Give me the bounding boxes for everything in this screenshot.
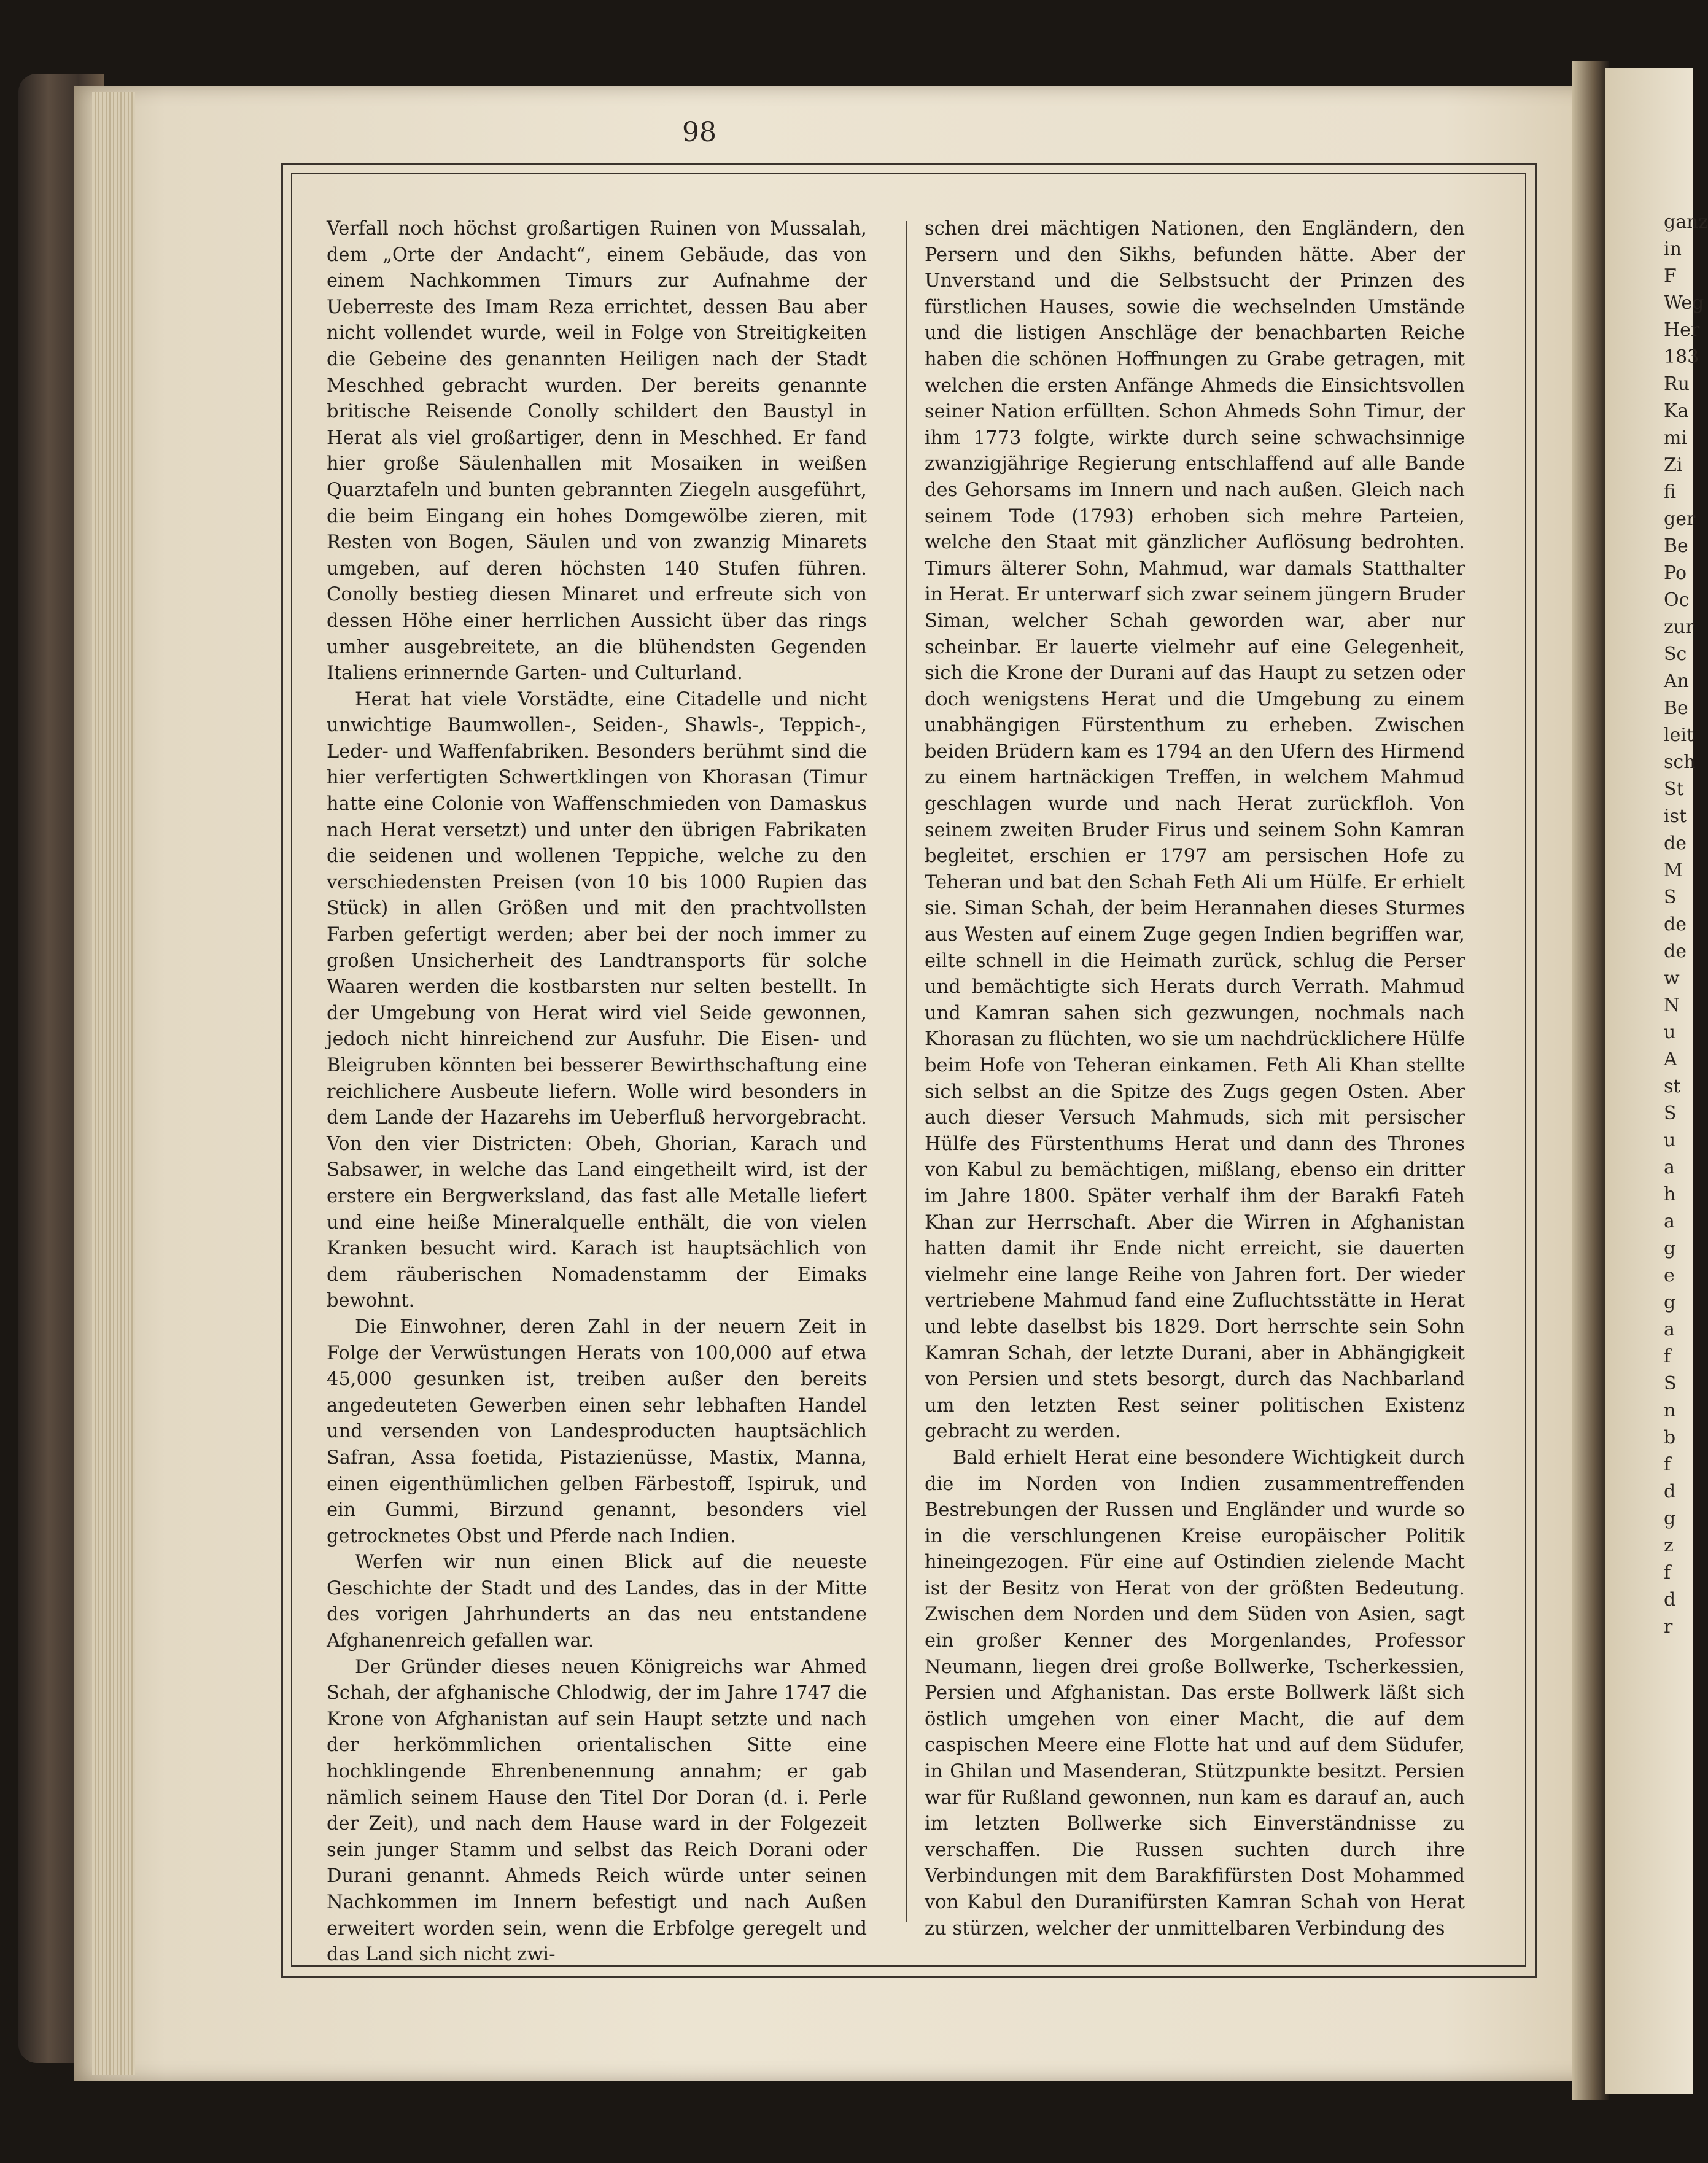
left-text-column <box>327 216 867 1966</box>
margin-fragment: f <box>1664 1346 1671 1367</box>
margin-fragment: w <box>1664 968 1680 989</box>
margin-fragment: Ru <box>1664 373 1690 395</box>
margin-fragment: ger <box>1664 508 1696 530</box>
margin-fragment: d <box>1664 1481 1676 1502</box>
margin-fragment: ist <box>1664 806 1687 827</box>
paragraph: Herat hat viele Vorstädte, eine Citadelle und nicht unwichtige Baumwollen-, Seiden-, Shawls-, Teppich-, Leder- und Waffenfabriken. Besonders berühmt sind die hier verfertigten Schwertklingen von Khorasan (Timur hatte eine Colonie von Waffenschmieden von Damaskus nach Herat versetzt) und unter den übrigen Fabrikaten die seidenen und wollenen Teppiche, welche zu den verschiedensten Preisen (von 10 bis 1000 Rupien das Stück) in allen Größen und mit den prachtvollsten Farben gefertigt werden; aber bei der noch immer zu großen Unsicherheit des Landtransports für solche Waaren werden die kostbarsten nur selten bestellt. In der Umgebung von Herat wird viel Seide gewonnen, jedoch nicht hinreichend zur Ausfuhr. Die Eisen- und Bleigruben könnten bei besserer Bewirthschaftung eine reichlichere Ausbeute liefern. Wolle wird besonders in dem Lande der Hazarehs im Ueberfluß hervorgebracht. Von den vier Districten: Obeh, Ghorian, Karach und Sabsawer, in welche das Land eingetheilt wird, ist der erstere ein Bergwerksland, das fast alle Metalle liefert und eine heiße Mineralquelle enthält, die von vielen Kranken besucht wird. Karach ist hauptsächlich von dem räuberischen Nomadenstamm der Eimaks bewohnt. <box>327 688 867 1312</box>
book-gutter <box>1572 61 1609 2100</box>
margin-fragment: de <box>1664 941 1687 962</box>
margin-fragment: Be <box>1664 535 1688 557</box>
margin-fragment: Weg <box>1664 292 1704 314</box>
margin-fragment: Her <box>1664 319 1700 341</box>
margin-fragment: e <box>1664 1265 1675 1286</box>
paragraph: schen drei mächtigen Nationen, den Engländern, den Persern und den Sikhs, befunden hätte. Aber der Unverstand und die Selbstsucht der Prinzen des fürstlichen Hauses, sowie die wechselnden Umstände und die listigen Anschläge der benachbarten Reiche haben die schönen Hoffnungen zu Grabe getragen, mit welchen die ersten Anfänge Ahmeds die Einsichtsvollen seiner Nation erfüllten. Schon Ahmeds Sohn Timur, der ihm 1773 folgte, wirkte durch seine schwachsinnige zwanzigjährige Regierung entschlaffend auf alle Bande des Gehorsams im Innern und nach außen. Gleich nach seinem Tode (1793) erhoben sich mehre Parteien, welche den Staat mit gänzlicher Auflösung bedrohten. Timurs älterer Sohn, Mahmud, war damals Statthalter in Herat. Er unterwarf sich zwar seinem jüngern Bruder Siman, welcher Schah geworden war, aber nur scheinbar. Er lauerte vielmehr auf eine Gelegenheit, sich die Krone der Durani auf das Haupt zu setzen oder doch wenigstens Herat und die Umgebung zu einem unabhängigen Fürstenthum zu erheben. Zwischen beiden Brüdern kam es 1794 an den Ufern des Hirmend zu einem hartnäckigen Treffen, in welchem Mahmud geschlagen wurde und nach Herat zurückfloh. Von seinem zweiten Bruder Firus und seinem Sohn Kamran begleitet, erschien er 1797 am persischen Hofe zu Teheran und bat den Schah Feth Ali um Hülfe. Er erhielt sie. Siman Schah, der beim Herannahen dieses Sturmes aus Westen auf einem Zuge gegen Indien begriffen war, eilte schnell in die Heimath zurück, schlug die Perser und bemächtigte sich Herats durch Verrath. Mahmud und Kamran sahen sich gezwungen, nochmals nach Khorasan zu flüchten, wo sie um nachdrücklichere Hülfe beim Hofe von Teheran einkamen. Feth Ali Khan stellte sich selbst an die Spitze des Zugs gegen Osten. Aber auch dieser Versuch Mahmuds, sich mit persischer Hülfe des Fürstenthums Herat und dann des Thrones von Kabul zu bemächtigen, mißlang, ebenso ein dritter im Jahre 1800. Später verhalf ihm der Barakfi Fateh Khan zur Herrschaft. Aber die Wirren in Afghanistan hatten damit ihr Ende nicht erreicht, sie dauerten vielmehr eine lange Reihe von Jahren fort. Der wieder vertriebene Mahmud fand eine Zufluchtsstätte in Herat und lebte daselbst bis 1829. Dort herrschte sein Sohn Kamran Schah, der letzte Durani, aber in Abhängigkeit von Persien und stets besorgt, durch das Nachbarland um den letzten Rest seiner politischen Existenz gebracht zu werden. <box>925 218 1465 1443</box>
margin-fragment: a <box>1664 1157 1675 1178</box>
margin-fragment: g <box>1664 1238 1676 1259</box>
margin-fragment: fi <box>1664 481 1677 503</box>
margin-fragment: zur <box>1664 616 1694 638</box>
margin-fragment: n <box>1664 1400 1676 1421</box>
margin-fragment: Ka <box>1664 400 1689 422</box>
margin-fragment: a <box>1664 1211 1675 1232</box>
margin-fragment: S <box>1664 887 1677 908</box>
margin-fragment: St <box>1664 779 1684 800</box>
margin-fragment: st <box>1664 1076 1681 1097</box>
margin-fragment: N <box>1664 995 1680 1016</box>
margin-fragment: Po <box>1664 562 1687 584</box>
margin-fragment: in F <box>1664 238 1682 287</box>
margin-fragment: de <box>1664 833 1687 854</box>
page-number: 98 <box>682 117 716 148</box>
paragraph: Der Gründer dieses neuen Königreichs war Ahmed Schah, der afghanische Chlodwig, der im Jahre 1747 die Krone von Afghanistan auf sein Haupt setzte und nach der herkömmlichen orientalischen Sitte eine hochklingende Ehrenbenennung annahm; er gab nämlich seinem Hause den Titel Dor Doran (d. i. Perle der Zeit), und nach dem Hause ward in der Folgezeit sein junger Stamm und selbst das Reich Dorani oder Durani genannt. Ahmeds Reich würde unter seinen Nachkommen im Innern befestigt und nach Außen erweitert worden sein, wenn die Erbfolge geregelt und das Land sich nicht zwi- <box>327 1656 867 1966</box>
margin-fragment: h <box>1664 1184 1676 1205</box>
paragraph: Werfen wir nun einen Blick auf die neueste Geschichte der Stadt und des Landes, das in der Mitte des vorigen Jahrhunderts an das neu entstandene Afghanenreich gefallen war. <box>327 1551 867 1652</box>
paragraph: Die Einwohner, deren Zahl in der neuern Zeit in Folge der Verwüstungen Herats von 100,000 auf etwa 45,000 gesunken ist, treiben außer den bereits angedeuteten Gewerben einen sehr lebhaften Handel und versenden von Landesproducten hauptsächlich Safran, Assa foetida, Pistazienüsse, Mastix, Manna, einen eigenthümlichen gelben Färbestoff, Ispiruk, und ein Gummi, Birzund genannt, besonders viel getrocknetes Obst und Pferde nach Indien. <box>327 1316 867 1547</box>
margin-fragment: leit <box>1664 724 1694 746</box>
margin-fragment: sch <box>1664 751 1696 773</box>
margin-fragment: u <box>1664 1022 1676 1043</box>
margin-fragment: z <box>1664 1535 1674 1556</box>
margin-fragment: d <box>1664 1589 1676 1610</box>
margin-fragment: Be <box>1664 697 1688 719</box>
margin-fragment: An <box>1664 670 1689 692</box>
margin-fragment: b <box>1664 1427 1676 1448</box>
margin-fragment: S <box>1664 1373 1677 1394</box>
page-edge-stack <box>92 92 135 2075</box>
margin-fragment: Oc <box>1664 589 1690 611</box>
right-text-column <box>925 216 1465 1940</box>
margin-fragment: f <box>1664 1454 1671 1475</box>
margin-fragment: f <box>1664 1562 1671 1583</box>
margin-fragment: A <box>1664 1049 1677 1070</box>
margin-fragment: Zi <box>1664 454 1683 476</box>
margin-fragment: M <box>1664 860 1683 881</box>
margin-fragment: ganz <box>1664 211 1708 233</box>
margin-fragment: mi <box>1664 427 1688 449</box>
paragraph: Bald erhielt Herat eine besondere Wichtigkeit durch die im Norden von Indien zusammentreffenden Bestrebungen der Russen und Engländer und wurde so in die verschlungenen Kreise europäischer Politik hineingezogen. Für eine auf Ostindien zielende Macht ist der Besitz von Herat von der größten Bedeutung. Zwischen dem Norden und dem Süden von Asien, sagt ein großer Kenner des Morgenlandes, Professor Neumann, liegen drei große Bollwerke, Tscherkessien, Persien und Afghanistan. Das erste Bollwerk läßt sich östlich umgehen von einer Macht, die auf dem caspischen Meere eine Flotte hat und auf dem Südufer, in Ghilan und Masenderan, Stützpunkte besitzt. Persien war für Rußland gewonnen, nun kam es darauf an, auch im letzten Bollwerke sich Einverständnisse zu verschaffen. Die Russen suchten durch ihre Verbindungen mit dem Barakfifürsten Dost Mohammed von Kabul den Duranifürsten Kamran Schah von Herat zu stürzen, welcher der unmittelbaren Verbindung des <box>925 1447 1465 1940</box>
paragraph: Verfall noch höchst großartigen Ruinen von Mussalah, dem „Orte der Andacht“, einem Gebäude, das von einem Nachkommen Timurs zur Aufnahme der Ueberreste des Imam Reza errichtet, dessen Bau aber nicht vollendet wurde, weil in Folge von Streitigkeiten die Gebeine des genannten Heiligen nach der Stadt Meschhed gebracht wurden. Der bereits genannte britische Reisende Conolly schildert den Baustyl in Herat als viel großartiger, denn in Meschhed. Er fand hier große Säulenhallen mit Mosaiken in weißen Quarztafeln und bunten gebrannten Ziegeln ausgeführt, die beim Eingang ein hohes Domgewölbe zieren, mit Resten von Bogen, Säulen und von zwanzig Minarets umgeben, auf deren höchsten 140 Stufen führen. Conolly bestieg diesen Minaret und erfreute sich von dessen Höhe einer herrlichen Aussicht über das rings umher ausgebreitete, an die blühendsten Gegenden Italiens erinnernde Garten- und Culturland. <box>327 218 867 685</box>
margin-fragment: g <box>1664 1292 1676 1313</box>
margin-fragment: r <box>1664 1616 1673 1637</box>
margin-fragment: Sc <box>1664 643 1687 665</box>
margin-fragment: u <box>1664 1130 1676 1151</box>
margin-fragment: g <box>1664 1508 1676 1529</box>
margin-fragment: a <box>1664 1319 1675 1340</box>
margin-fragment: 183 <box>1664 346 1699 368</box>
column-divider <box>906 221 907 1922</box>
margin-fragment: de <box>1664 914 1687 935</box>
next-page-margin-text <box>1664 209 1708 1928</box>
margin-fragment: S <box>1664 1103 1677 1124</box>
